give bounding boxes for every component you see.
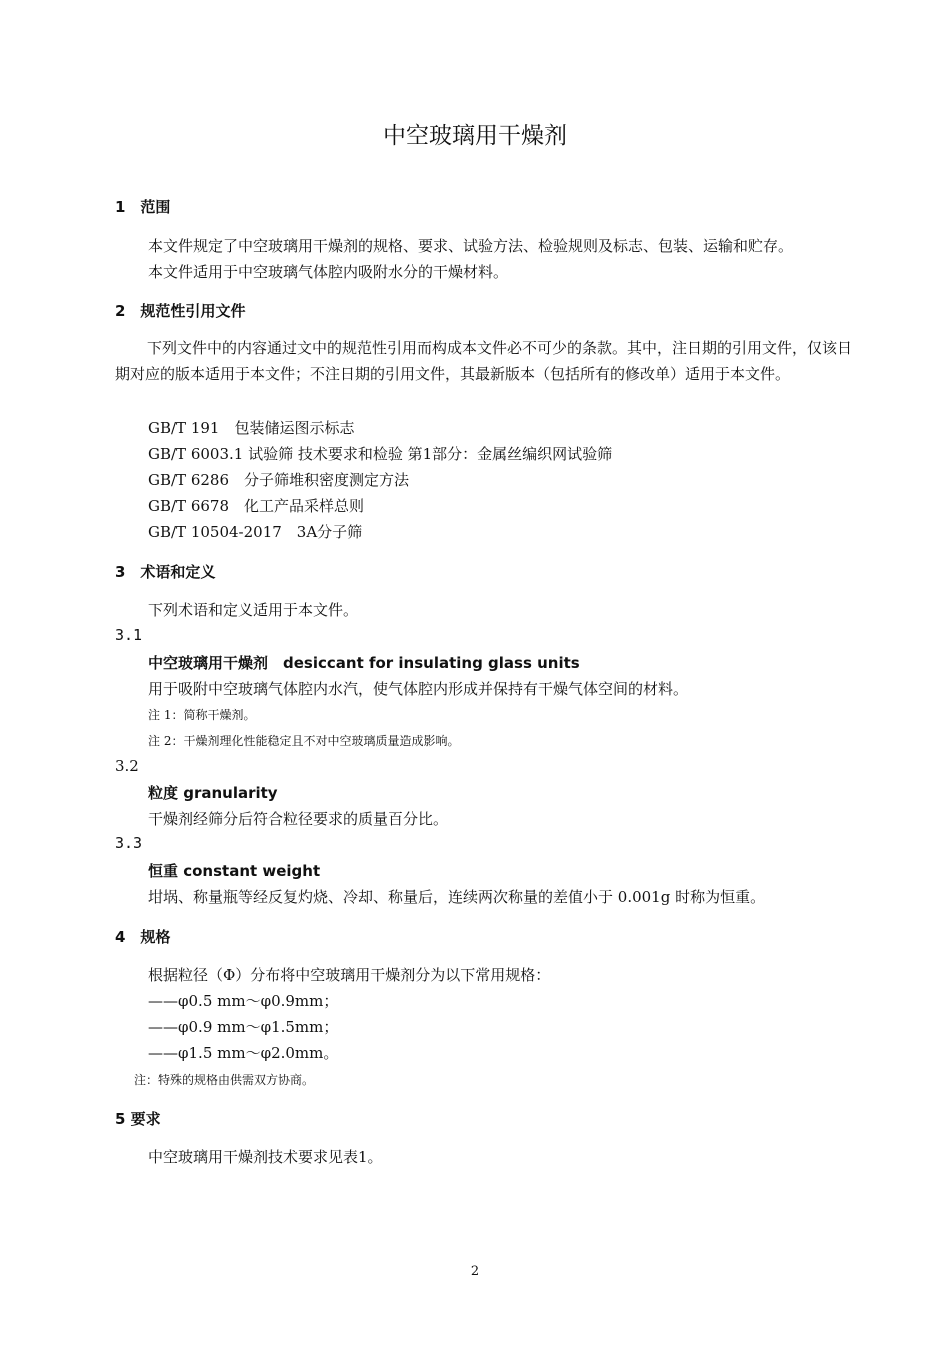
term-number: 3.3 [115,834,143,852]
section-2-intro: 下列文件中的内容通过文中的规范性引用而构成本文件必不可少的条款。其中，注日期的引用文件，仅该日期对应的版本适用于本文件；不注日期的引用文件，其最新版本（包括所有的修改单）适用于本文件。 [115,339,853,383]
reference-item: GB/T 10504-2017 3A分子筛 [148,523,363,541]
section-4-note: 注：特殊的规格由供需双方协商。 [134,1073,315,1087]
term-number: 3.1 [115,626,143,644]
term-note: 注 2：干燥剂理化性能稳定且不对中空玻璃质量造成影响。 [148,734,460,748]
reference-item: GB/T 6286 分子筛堆积密度测定方法 [148,471,410,489]
spec-item: ——φ0.9 mm～φ1.5mm； [148,1018,339,1036]
section-1-heading: 1 范围 [115,198,171,216]
reference-item: GB/T 191 包装储运图示标志 [148,419,355,437]
term-note: 注 1：简称干燥剂。 [148,708,256,722]
term-number: 3.2 [115,757,139,775]
section-5-para: 中空玻璃用干燥剂技术要求见表1。 [148,1148,383,1166]
section-4-heading: 4 规格 [115,928,171,946]
term-definition: 干燥剂经筛分后符合粒径要求的质量百分比。 [148,810,449,828]
section-3-intro: 下列术语和定义适用于本文件。 [148,601,359,619]
reference-item: GB/T 6003.1 试验筛 技术要求和检验 第1部分：金属丝编织网试验筛 [148,445,613,463]
term-title: 恒重 constant weight [148,862,321,880]
reference-item: GB/T 6678 化工产品采样总则 [148,497,365,515]
term-definition: 用于吸附中空玻璃气体腔内水汽，使气体腔内形成并保持有干燥气体空间的材料。 [148,680,689,698]
section-4-intro: 根据粒径（Φ）分布将中空玻璃用干燥剂分为以下常用规格： [148,966,551,984]
spec-item: ——φ1.5 mm～φ2.0mm。 [148,1044,339,1062]
document-title: 中空玻璃用干燥剂 [383,123,567,149]
spec-item: ——φ0.5 mm～φ0.9mm； [148,992,339,1010]
term-title: 中空玻璃用干燥剂 desiccant for insulating glass units [148,654,580,672]
section-2-heading: 2 规范性引用文件 [115,302,246,320]
page-number: 2 [470,1264,480,1279]
section-3-heading: 3 术语和定义 [115,563,216,581]
term-title: 粒度 granularity [148,784,278,802]
section-1-para-2: 本文件适用于中空玻璃气体腔内吸附水分的干燥材料。 [148,263,509,281]
term-definition: 坩埚、称量瓶等经反复灼烧、冷却、称量后，连续两次称量的差值小于 0.001g 时称为恒重。 [148,888,766,906]
section-5-heading: 5 要求 [115,1110,161,1128]
section-1-para-1: 本文件规定了中空玻璃用干燥剂的规格、要求、试验方法、检验规则及标志、包装、运输和贮存。 [148,237,794,255]
